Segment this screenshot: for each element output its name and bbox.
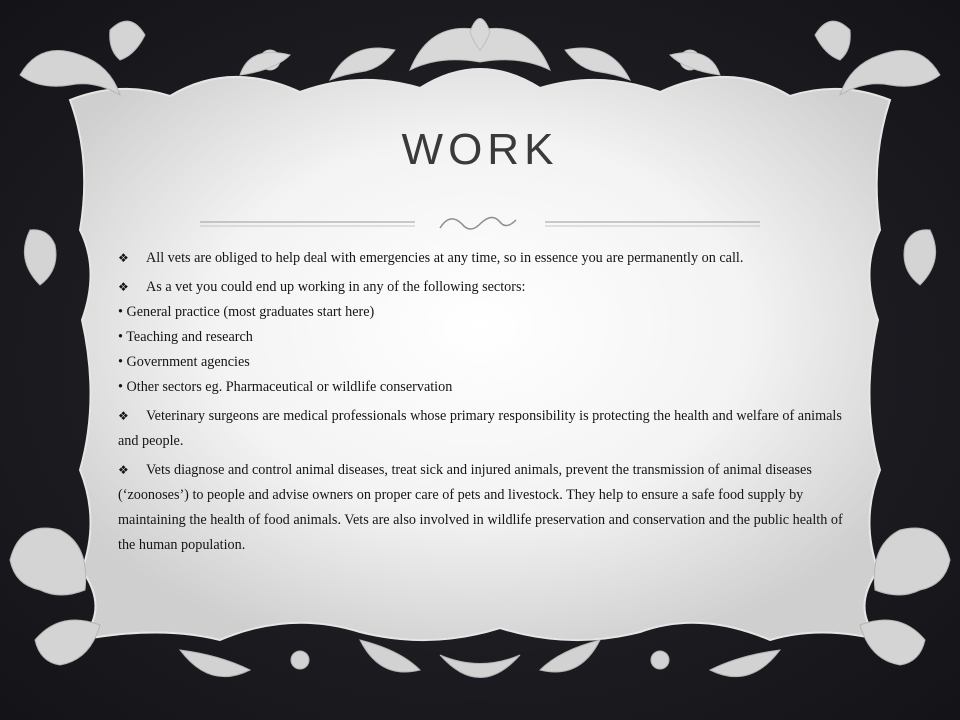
paragraph-emergencies — [118, 246, 856, 271]
sectors-list — [118, 300, 856, 400]
slide-title: WORK — [401, 125, 559, 174]
title-divider — [200, 210, 760, 240]
paragraph-text: Vets diagnose and control animal diseases, treat sick and injured animals, prevent the transmission of animal diseases (‘zoonoses’) to people and advise owners on proper care of pets and livestock. They help to ensure a safe food supply by maintaining the health of food animals. Vets are also involved in wildlife preservation and conservation and the public health of the human population. — [118, 462, 843, 553]
list-item: • Teaching and research — [118, 329, 253, 345]
paragraph-sectors-intro — [118, 275, 856, 300]
slide-body — [118, 246, 856, 562]
paragraph-text: As a vet you could end up working in any of the following sectors: — [146, 279, 526, 295]
diamond-bullet-icon: ❖ — [118, 251, 129, 265]
list-item: • General practice (most graduates start here) — [118, 304, 375, 320]
diamond-bullet-icon: ❖ — [118, 409, 129, 423]
paragraph-text: Veterinary surgeons are medical professionals whose primary responsibility is protecting the health and welfare of animals and people. — [118, 408, 842, 449]
list-item: • Other sectors eg. Pharmaceutical or wildlife conservation — [118, 379, 453, 395]
paragraph-duties — [118, 458, 856, 558]
diamond-bullet-icon: ❖ — [118, 463, 129, 477]
paragraph-responsibility — [118, 404, 856, 454]
paragraph-text: All vets are obliged to help deal with emergencies at any time, so in essence you are permanently on call. — [146, 250, 744, 266]
list-item: • Government agencies — [118, 354, 250, 370]
divider-scroll-icon — [440, 217, 516, 229]
diamond-bullet-icon: ❖ — [118, 280, 129, 294]
